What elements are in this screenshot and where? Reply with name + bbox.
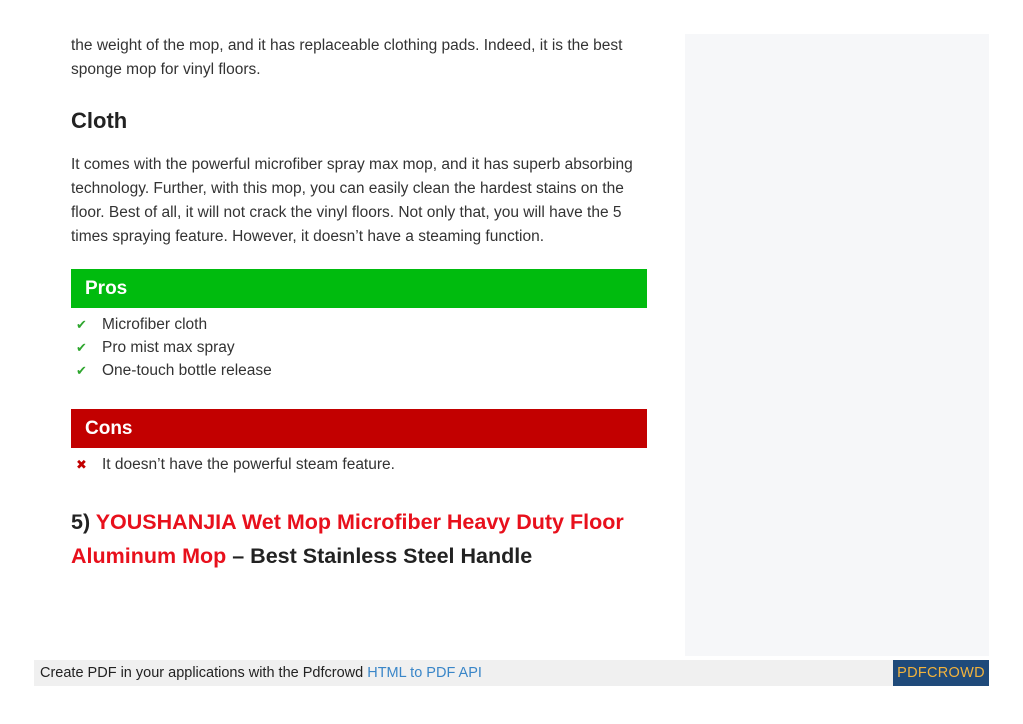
pros-item [71, 336, 272, 359]
pros-item [71, 359, 272, 382]
product-number: 5) [71, 510, 91, 534]
check-icon: ✔ [76, 340, 87, 355]
pdf-footer [34, 660, 989, 686]
pros-list [71, 313, 272, 382]
product-heading-suffix: – Best Stainless Steel Handle [232, 544, 533, 568]
section-paragraph: It comes with the powerful microfiber spray max mop, and it has superb absorbing technology. Further, with this mop, you can easily clean the hardest stains on the floor. Best of all, it will not crack the vinyl floors. Not only that, you will have the 5 times spraying feature. However, it doesn’t have a steaming function. [71, 156, 633, 245]
intro-paragraph: the weight of the mop, and it has replaceable clothing pads. Indeed, it is the best sponge mop for vinyl floors. [71, 37, 623, 78]
pros-item-text: Pro mist max spray [102, 339, 235, 356]
pros-item [71, 313, 272, 336]
product-heading [71, 505, 671, 573]
cons-header: Cons [71, 409, 647, 448]
pdfcrowd-badge[interactable]: PDFCROWD [893, 660, 989, 686]
cross-icon: ✖ [76, 457, 87, 472]
sidebar-panel [685, 34, 989, 656]
footer-text: Create PDF in your applications with the Pdfcrowd [40, 665, 364, 681]
pros-item-text: One-touch bottle release [102, 362, 272, 379]
pros-header: Pros [71, 269, 647, 308]
check-icon: ✔ [76, 317, 87, 332]
footer-text-wrap [40, 660, 482, 686]
pros-item-text: Microfiber cloth [102, 316, 208, 333]
cons-item [71, 453, 395, 476]
product-link[interactable]: YOUSHANJIA Wet Mop Microfiber Heavy Duty Floor Aluminum Mop [71, 510, 624, 568]
check-icon: ✔ [76, 363, 87, 378]
cons-list [71, 453, 395, 476]
section-heading-cloth: Cloth [71, 108, 128, 133]
cons-item-text: It doesn’t have the powerful steam feature. [102, 456, 395, 473]
footer-link[interactable]: HTML to PDF API [367, 665, 482, 681]
